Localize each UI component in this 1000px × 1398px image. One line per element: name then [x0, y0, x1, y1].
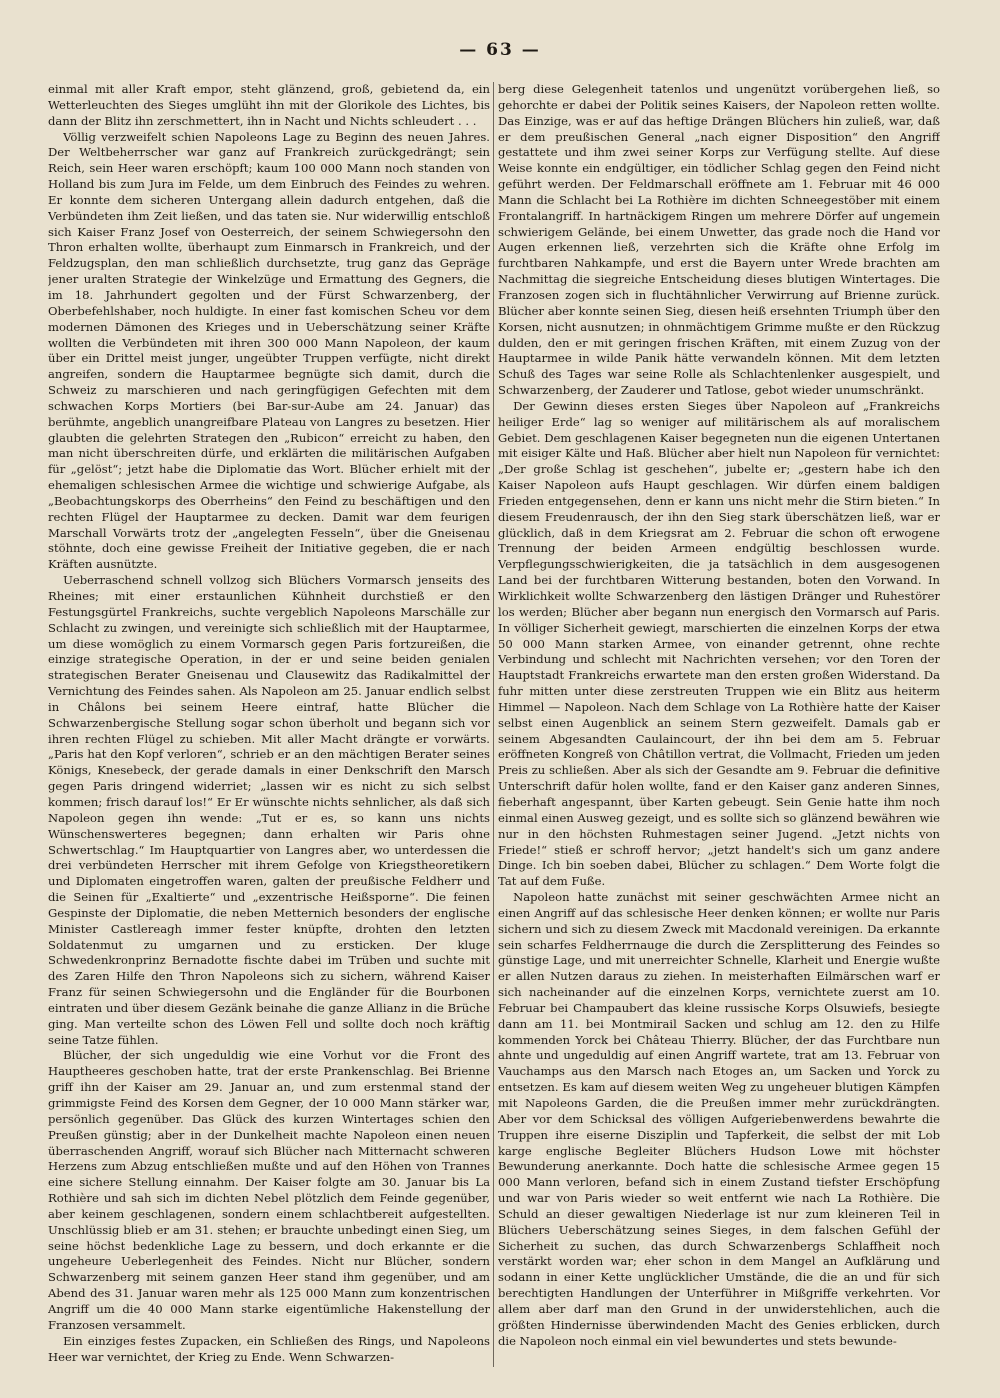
column-divider [493, 82, 494, 1367]
paragraph: berg diese Gelegenheit tatenlos und ungenützt vorübergehen ließ, so gehorchte er dabei der Politik seines Kaisers, der Napoleon retten wollte. Das Einzige, was er auf das heftige Drängen Blüchers hin zuließ, war, daß er dem preußischen General „nach eigner Disposition“ den Angriff gestattete und ihm zwei seiner Korps zur Verfügung stellte. Auf diese Weise konnte ein endgültiger, ein tödlicher Schlag gegen den Feind nicht geführt werden. Der Feldmarschall eröffnete am 1. Februar mit 46 000 Mann die Schlacht bei La Rothière im dichten Schneegestöber mit einem Frontalangriff. In hartnäckigem Ringen um mehrere Dörfer auf ungemein schwierigem Gelände, bei einem Unwetter, das grade noch die Hand vor Augen erkennen ließ, verzehrten sich die Kräfte ohne Erfolg im furchtbaren Nahkampfe, und erst die Bayern unter Wrede brachten am Nachmittag die siegreiche Entscheidung dieses blutigen Wintertages. Die Franzosen zogen sich in fluchtähnlicher Verwirrung auf Brienne zurück. Blücher aber konnte seinen Sieg, diesen heiß ersehnten Triumph über den Korsen, nicht ausnutzen; in ohnmächtigem Grimme mußte er den Rückzug dulden, den er mit geringen frischen Kräften, mit einem Zuzug von der Hauptarmee in wilde Panik hätte verwandeln können. Mit dem letzten Schuß des Tages war seine Rolle als Schlachtenlenker ausgespielt, und Schwarzenberg, der Zauderer und Tatlose, gebot wieder unumschränkt. [498, 82, 940, 398]
paragraph: Napoleon hatte zunächst mit seiner geschwächten Armee nicht an einen Angriff auf das schlesische Heer denken können; er wollte nur Paris sichern und sich zu diesem Zweck mit Macdonald vereinigen. Da erkannte sein scharfes Feldherrnauge die durch die Zersplitterung des Feindes so günstige Lage, und mit unerreichter Schnelle, Klarheit und Energie wußte er allen Nutzen daraus zu ziehen. In meisterhaften Eilmärschen warf er sich nacheinander auf die einzelnen Korps, vernichtete zuerst am 10. Februar bei Champaubert das kleine russische Korps Olsuwiefs, besiegte dann am 11. bei Montmirail Sacken und schlug am 12. den zu Hilfe kommenden Yorck bei Château Thierry. Blücher, der das Furchtbare nun ahnte und ungeduldig auf einen Angriff wartete, trat am 13. Februar von Vauchamps aus den Marsch nach Etoges an, um Sacken und Yorck zu entsetzen. Es kam auf diesem weiten Weg zu ungeheuer blutigen Kämpfen mit Napoleons Garden, die die Preußen immer mehr zurückdrängten. Aber vor dem Schicksal des völligen Aufgeriebenwerdens bewahrte die Truppen ihre eiserne Disziplin und Tapferkeit, die selbst der mit Lob karge englische Begleiter Blüchers Hudson Lowe mit höchster Bewunderung anerkannte. Doch hatte die schlesische Armee gegen 15 000 Mann verloren, befand sich in einem Zustand tiefster Erschöpfung und war von Paris wieder so weit entfernt wie nach La Rothière. Die Schuld an dieser gewaltigen Niederlage ist nur zum kleineren Teil in Blüchers Ueberschätzung seines Sieges, in dem falschen Gefühl der Sicherheit zu suchen, das durch Schwarzenbergs Schlaffheit noch verstärkt worden war; eher schon in dem Mangel an Aufklärung und sodann in einer Kette unglücklicher Umstände, die die an und für sich berechtigten Handlungen der Unterführer in Mißgriffe verkehrten. Vor allem aber darf man den Grund in der unwiderstehlichen, auch die größten Hindernisse überwindenden Macht des Genies erblicken, durch die Napoleon noch einmal ein viel bewundertes und stets bewunde- [498, 890, 940, 1348]
paragraph: Der Gewinn dieses ersten Sieges über Napoleon auf „Frankreichs heiliger Erde“ lag so weniger auf militärischem als auf moralischem Gebiet. Dem geschlagenen Kaiser begegneten nun die eigenen Untertanen mit eisiger Kälte und Haß. Blücher aber hielt nun Napoleon für vernichtet: „Der große Schlag ist geschehen“, jubelte er; „gestern habe ich den Kaiser Napoleon aufs Haupt geschlagen. Wir dürfen einem baldigen Frieden entgegensehen, denn er kann uns nicht mehr die Stirn bieten.“ In diesem Freudenrausch, der ihn den Sieg stark überschätzen ließ, war er glücklich, daß in dem Kriegsrat am 2. Februar die schon oft erwogene Trennung der beiden Armeen endgültig beschlossen wurde. Verpflegungsschwierigkeiten, die ja tatsächlich in dem ausgesogenen Land bei der furchtbaren Witterung bestanden, boten den Vorwand. In Wirklichkeit wollte Schwarzenberg den lästigen Dränger und Ruhestörer los werden; Blücher aber begann nun energisch den Vormarsch auf Paris. In völliger Sicherheit gewiegt, marschierten die einzelnen Korps der etwa 50 000 Mann starken Armee, von einander getrennt, ohne rechte Verbindung und schlecht mit Nachrichten versehen; vor den Toren der Hauptstadt Frankreichs erwartete man den ersten großen Widerstand. Da fuhr mitten unter diese zerstreuten Truppen wie ein Blitz aus heiterm Himmel — Napoleon. Nach dem Schlage von La Rothière hatte der Kaiser selbst einen Augenblick an seinem Stern gezweifelt. Damals gab er seinem Abgesandten Caulaincourt, der ihn bei dem am 5. Februar eröffneten Kongreß von Châtillon vertrat, die Vollmacht, Frieden um jeden Preis zu schließen. Aber als sich der Gesandte am 9. Februar die definitive Unterschrift dafür holen wollte, fand er den Kaiser ganz anderen Sinnes, fieberhaft angespannt, über Karten gebeugt. Sein Genie hatte ihm noch einmal einen Ausweg gezeigt, und es sollte sich so glänzend bewähren wie nur in den höchsten Ruhmestagen seiner Jugend. „Jetzt nichts von Friede!“ stieß er schroff hervor; „jetzt handelt's sich um ganz andere Dinge. Ich bin soeben dabei, Blücher zu schlagen.“ Dem Worte folgt die Tat auf dem Fuße. [498, 398, 940, 889]
paragraph: Völlig verzweifelt schien Napoleons Lage zu Beginn des neuen Jahres. Der Weltbeherrscher war ganz auf Frankreich zurückgedrängt; sein Reich, sein Heer waren erschöpft; kaum 100 000 Mann noch standen von Holland bis zum Jura im Felde, um dem Einbruch des Feindes zu wehren. Er konnte dem sicheren Untergang allein dadurch entgehen, daß die Verbündeten ihm Zeit ließen, und das taten sie. Nur widerwillig entschloß sich Kaiser Franz Josef von Oesterreich, der seinem Schwiegersohn den Thron erhalten wollte, überhaupt zum Einmarsch in Frankreich, und der Feldzugsplan, den man schließlich durchsetzte, trug ganz das Gepräge jener uralten Strategie der Winkelzüge und Ermattung des Gegners, die im 18. Jahrhundert gegolten und der Fürst Schwarzenberg, der Oberbefehlshaber, noch huldigte. In einer fast komischen Scheu vor dem modernen Dämonen des Krieges und in Ueberschätzung seiner Kräfte wollten die Verbündeten mit ihren 300 000 Mann Napoleon, der kaum über ein Drittel meist junger, ungeübter Truppen verfügte, nicht direkt angreifen, sondern die Hauptarmee begnügte sich damit, durch die Schweiz zu marschieren und nach geringfügigen Gefechten mit dem schwachen Korps Mortiers (bei Bar-sur-Aube am 24. Januar) das berühmte, angeblich unangreifbare Plateau von Langres zu besetzen. Hier glaubten die gelehrten Strategen den „Rubicon“ erreicht zu haben, den man nicht überschreiten dürfe, und erklärten die militärischen Aufgaben für „gelöst“; jetzt habe die Diplomatie das Wort. Blücher erhielt mit der ehemaligen schlesischen Armee die wichtige und schwierige Aufgabe, als „Beobachtungskorps des Oberrheins“ den Feind zu beschäftigen und den rechten Flügel der Hauptarmee zu decken. Damit war dem feurigen Marschall Vorwärts trotz der „angelegten Fesseln“, über die Gneisenau stöhnte, doch eine gewisse Freiheit der Initiative gegeben, die er nach Kräften ausnützte. [48, 129, 490, 572]
paragraph: Blücher, der sich ungeduldig wie eine Vorhut vor die Front des Hauptheeres geschoben hatte, trat der erste Prankenschlag. Bei Brienne griff ihn der Kaiser am 29. Januar an, und zum erstenmal stand der grimmigste Feind des Korsen dem Gegner, der 10 000 Mann stärker war, persönlich gegenüber. Das Glück des kurzen Wintertages schien den Preußen günstig; aber in der Dunkelheit machte Napoleon einen neuen überraschenden Angriff, worauf sich Blücher nach Mitternacht schweren Herzens zum Abzug entschließen mußte und auf den Höhen von Trannes eine sichere Stellung einnahm. Der Kaiser folgte am 30. Januar bis La Rothière und sah sich im dichten Nebel plötzlich dem Feinde gegenüber, aber keinem geschlagenen, sondern einem schlachtbereit aufgestellten. Unschlüssig blieb er am 31. stehen; er brauchte unbedingt einen Sieg, um seine höchst bedenkliche Lage zu bessern, und doch erkannte er die ungeheure Ueberlegenheit des Feindes. Nicht nur Blücher, sondern Schwarzenberg mit seinem ganzen Heer stand ihm gegenüber, und am Abend des 31. Januar waren mehr als 125 000 Mann zum konzentrischen Angriff um die 40 000 Mann starke eigentümliche Hakenstellung der Franzosen versammelt. [48, 1048, 490, 1332]
right-column [498, 82, 940, 1367]
paragraph: Ueberraschend schnell vollzog sich Blüchers Vormarsch jenseits des Rheines; mit einer erstaunlichen Kühnheit durchstieß er den Festungsgürtel Frankreichs, suchte vergeblich Napoleons Marschälle zur Schlacht zu zwingen, und vereinigte sich schließlich mit der Hauptarmee, um diese womöglich zu einem Vormarsch gegen Paris fortzureißen, die einzige strategische Operation, in der er und seine beiden genialen strategischen Berater Gneisenau und Clausewitz das Radikalmittel der Vernichtung des Feindes sahen. Als Napoleon am 25. Januar endlich selbst in Châlons bei seinem Heere eintraf, hatte Blücher die Schwarzenbergische Stellung sogar schon überholt und begann sich vor ihren rechten Flügel zu schieben. Mit aller Macht drängte er vorwärts. „Paris hat den Kopf verloren“, schrieb er an den mächtigen Berater seines Königs, Knesebeck, der gerade damals in einer Denkschrift den Marsch gegen Paris dringend widerriet; „lassen wir es nicht zu sich selbst kommen; frisch darauf los!“ Er Er wünschte nichts sehnlicher, als daß sich Napoleon gegen ihn wende: „Tut er es, so kann uns nichts Wünschenswerteres begegnen; dann erhalten wir Paris ohne Schwertschlag.“ Im Hauptquartier von Langres aber, wo unterdessen die drei verbündeten Herrscher mit ihrem Gefolge von Kriegstheoretikern und Diplomaten eingetroffen waren, galten der preußische Feldherr und die Seinen für „Exaltierte“ und „exzentrische Heißsporne“. Die feinen Gespinste der Diplomatie, die neben Metternich besonders der englische Minister Castlereagh immer fester knüpfte, drohten den letzten Soldatenmut zu umgarnen und zu ersticken. Der kluge Schwedenkronprinz Bernadotte fischte dabei im Trüben und suchte mit des Zaren Hilfe den Thron Napoleons sich zu sichern, während Kaiser Franz für seinen Schwiegersohn und die Engländer für die Bourbonen eintraten und über diesem Gezänk beinahe die ganze Allianz in die Brüche ging. Man verteilte schon des Löwen Fell und sollte doch noch kräftig seine Tatze fühlen. [48, 573, 490, 1047]
paragraph: einmal mit aller Kraft empor, steht glänzend, groß, gebietend da, ein Wetterleuchten des Sieges umglüht ihn mit der Glorikole des Lichtes, bis dann der Blitz ihn zerschmettert, ihn in Nacht und Nichts schleudert . . . [48, 82, 490, 128]
page-number: — 63 — [459, 40, 541, 60]
paragraph: Ein einziges festes Zupacken, ein Schließen des Rings, und Napoleons Heer war vernichtet, der Krieg zu Ende. Wenn Schwarzen- [48, 1333, 490, 1364]
left-column [48, 82, 490, 1367]
